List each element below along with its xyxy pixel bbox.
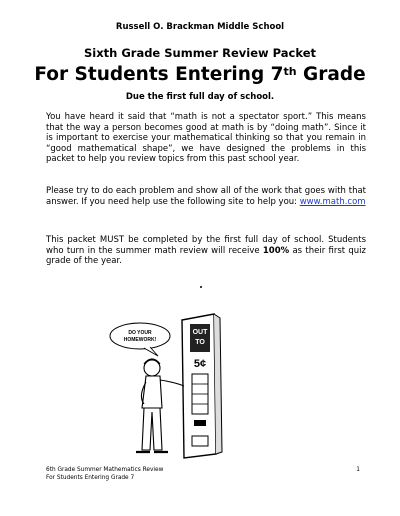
main-title-end: Grade: [296, 64, 366, 85]
price-text: 5¢: [193, 358, 207, 370]
bubble-text-2: HOMEWORK!: [123, 337, 157, 343]
deadline-text: This packet MUST be completed by the first full day of school. Students who turn in the summer math review will receive: [46, 235, 366, 256]
school-name: Russell O. Brackman Middle School: [115, 22, 285, 32]
vending-machine-cartoon: [106, 312, 252, 462]
grade-percent: 100%: [262, 245, 290, 256]
bubble-text-1: DO YOUR: [128, 330, 152, 336]
intro-paragraph: You have heard it said that “math is not a spectator sport.” This means that the way a person becomes good at math is by “doing math”. Since it is important to exercise your mathematical thinking so that you remain in “good mathematical shape”, we have designed the problems in this packet to help you review topics from this past school year.: [46, 112, 366, 165]
boy-pants: [142, 408, 162, 450]
deadline-paragraph: [46, 235, 366, 267]
stray-dot: [200, 286, 202, 288]
math-site-link[interactable]: www.math.com: [299, 196, 366, 207]
speech-bubble: [110, 323, 170, 349]
footer-line-1: 6th Grade Summer Mathematics Review: [46, 467, 164, 473]
footer-line-2: For Students Entering Grade 7: [46, 475, 135, 481]
main-title: [0, 64, 400, 86]
deadline-text-end: as their first quiz grade of the year.: [46, 245, 367, 267]
main-title-superscript: th: [283, 65, 297, 78]
coin-slot: [194, 420, 206, 426]
main-title-text: For Students Entering 7: [34, 64, 284, 85]
sign-text-2: TO: [195, 339, 205, 346]
page-footer: [46, 466, 360, 482]
boy-head: [144, 360, 160, 376]
sign-text-1: OUT: [192, 329, 208, 336]
dispenser-tray: [192, 436, 208, 446]
boy-shirt: [142, 376, 162, 408]
speech-bubble-tail: [144, 347, 158, 356]
packet-title: Sixth Grade Summer Review Packet: [84, 46, 316, 60]
boy-arm: [160, 380, 184, 386]
page-number: 1: [356, 467, 360, 473]
instructions-paragraph: [46, 186, 366, 207]
due-date-note: Due the first full day of school.: [125, 92, 275, 102]
instructions-text: Please try to do each problem and show all of the work that goes with that answer. If you need help use the following site to help you:: [46, 186, 366, 207]
